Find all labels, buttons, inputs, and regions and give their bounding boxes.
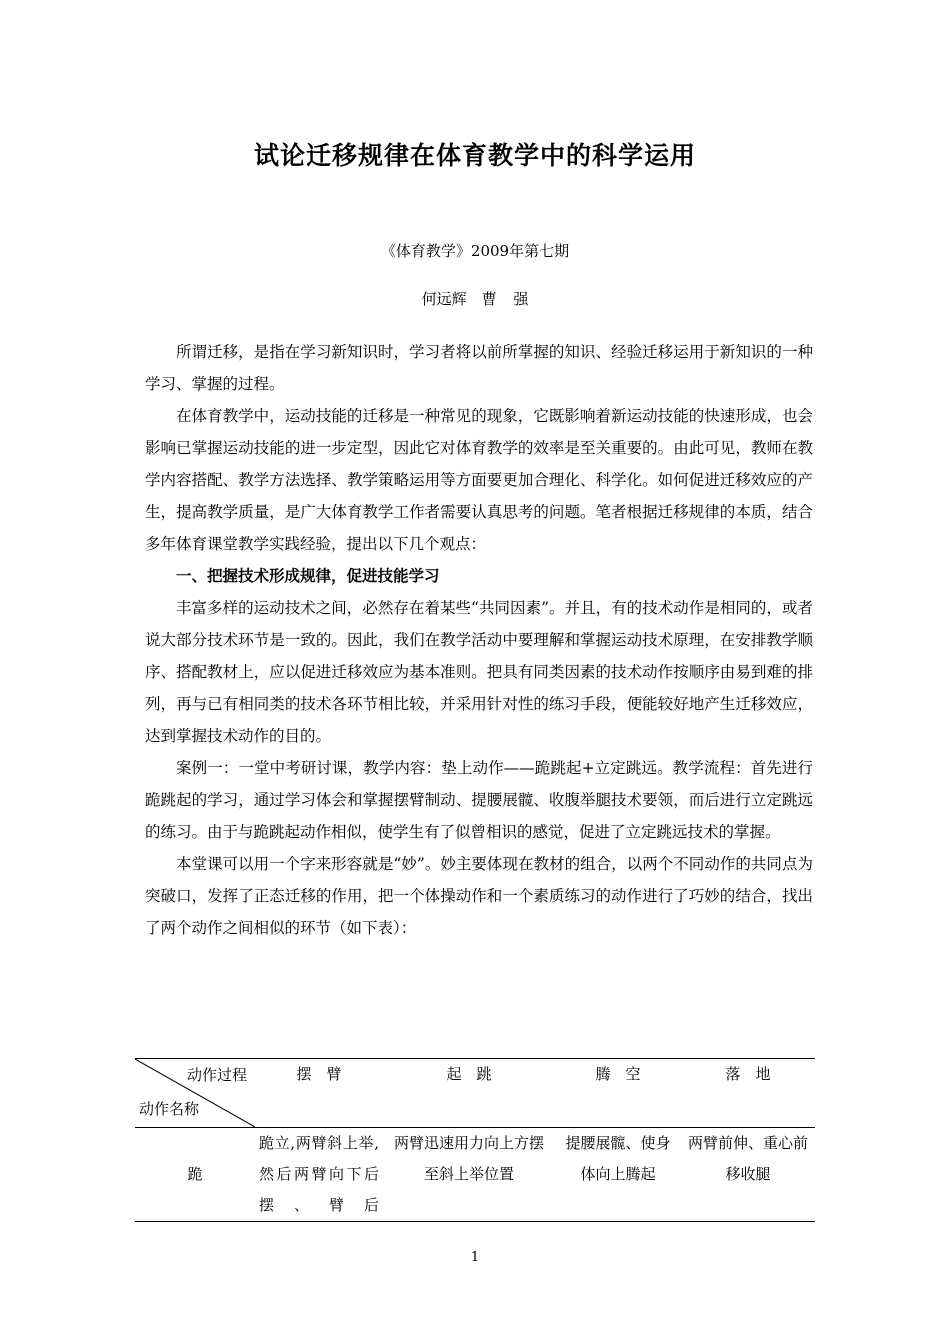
table-corner-cell [135,1059,255,1128]
table-header-row [135,1059,815,1128]
table-cell: 两臂前伸、重心前移收腿 [687,1134,808,1183]
page-number: 1 [470,1250,480,1265]
page-title: 试论迁移规律在体育教学中的科学运用 [253,141,696,170]
table-cell: 跪立,两臂斜上举,然后两臂向下后摆、臂后 [259,1134,379,1214]
corner-top-label: 动作过程 [186,1066,247,1084]
table-header-cell: 摆 臂 [255,1059,383,1128]
paragraph-intro: 所谓迁移，是指在学习新知识时，学习者将以前所掌握的知识、经验迁移运用于新知识的一种学习、掌握的过程。 [145,343,813,393]
article-body [145,336,813,944]
paragraph-summary: 本堂课可以用一个字来形容就是“妙”。妙主要体现在教材的组合，以两个不同动作的共同点为突破口，发挥了正态迁移的作用，把一个体操动作和一个素质练习的动作进行了巧妙的结合，找出了两个动作之间相似的环节（如下表）： [145,855,813,937]
table-header-cell: 腾 空 [555,1059,681,1128]
comparison-table [135,1058,815,1222]
authors: 何远辉 曹 强 [421,290,529,308]
table-row-label: 跪 [187,1165,203,1183]
table-row [135,1128,815,1222]
paragraph-context: 在体育教学中，运动技能的迁移是一种常见的现象，它既影响着新运动技能的快速形成，也会影响已掌握运动技能的进一步定型，因此它对体育教学的效率是至关重要的。由此可见，教师在教学内容搭配、教学方法选择、教学策略运用等方面要更加合理化、科学化。如何促进迁移效应的产生，提高教学质量，是广大体育教学工作者需要认真思考的问题。笔者根据迁移规律的本质，结合多年体育课堂教学实践经验，提出以下几个观点： [145,407,813,553]
paragraph-case-1: 案例一：一堂中考研讨课，教学内容：垫上动作——跪跳起+立定跳远。教学流程：首先进行跪跳起的学习，通过学习体会和掌握摆臂制动、提腰展髋、收腹举腿技术要领，而后进行立定跳远的练习。由于与跪跳起动作相似，使学生有了似曾相识的感觉，促进了立定跳远技术的掌握。 [145,759,813,841]
table-cell: 两臂迅速用力向上方摆至斜上举位置 [393,1134,544,1183]
table-cell: 提腰展髋、使身体向上腾起 [565,1134,671,1183]
paragraph-technique: 丰富多样的运动技术之间，必然存在着某些“共同因素”。并且，有的技术动作是相同的，或者说大部分技术环节是一致的。因此，我们在教学活动中要理解和掌握运动技术原理，在安排教学顺序、搭配教材上，应以促进迁移效应为基本准则。把具有同类因素的技术动作按顺序由易到难的排列，再与已有相同类的技术各环节相比较，并采用针对性的练习手段，便能较好地产生迁移效应，达到掌握技术动作的目的。 [145,599,813,745]
journal-source: 《体育教学》2009年第七期 [380,242,570,260]
table-header-cell: 落 地 [681,1059,815,1128]
table-header-cell: 起 跳 [383,1059,555,1128]
section-heading-1: 一、把握技术形成规律，促进技能学习 [176,567,440,585]
corner-bottom-label: 动作名称 [139,1100,200,1118]
